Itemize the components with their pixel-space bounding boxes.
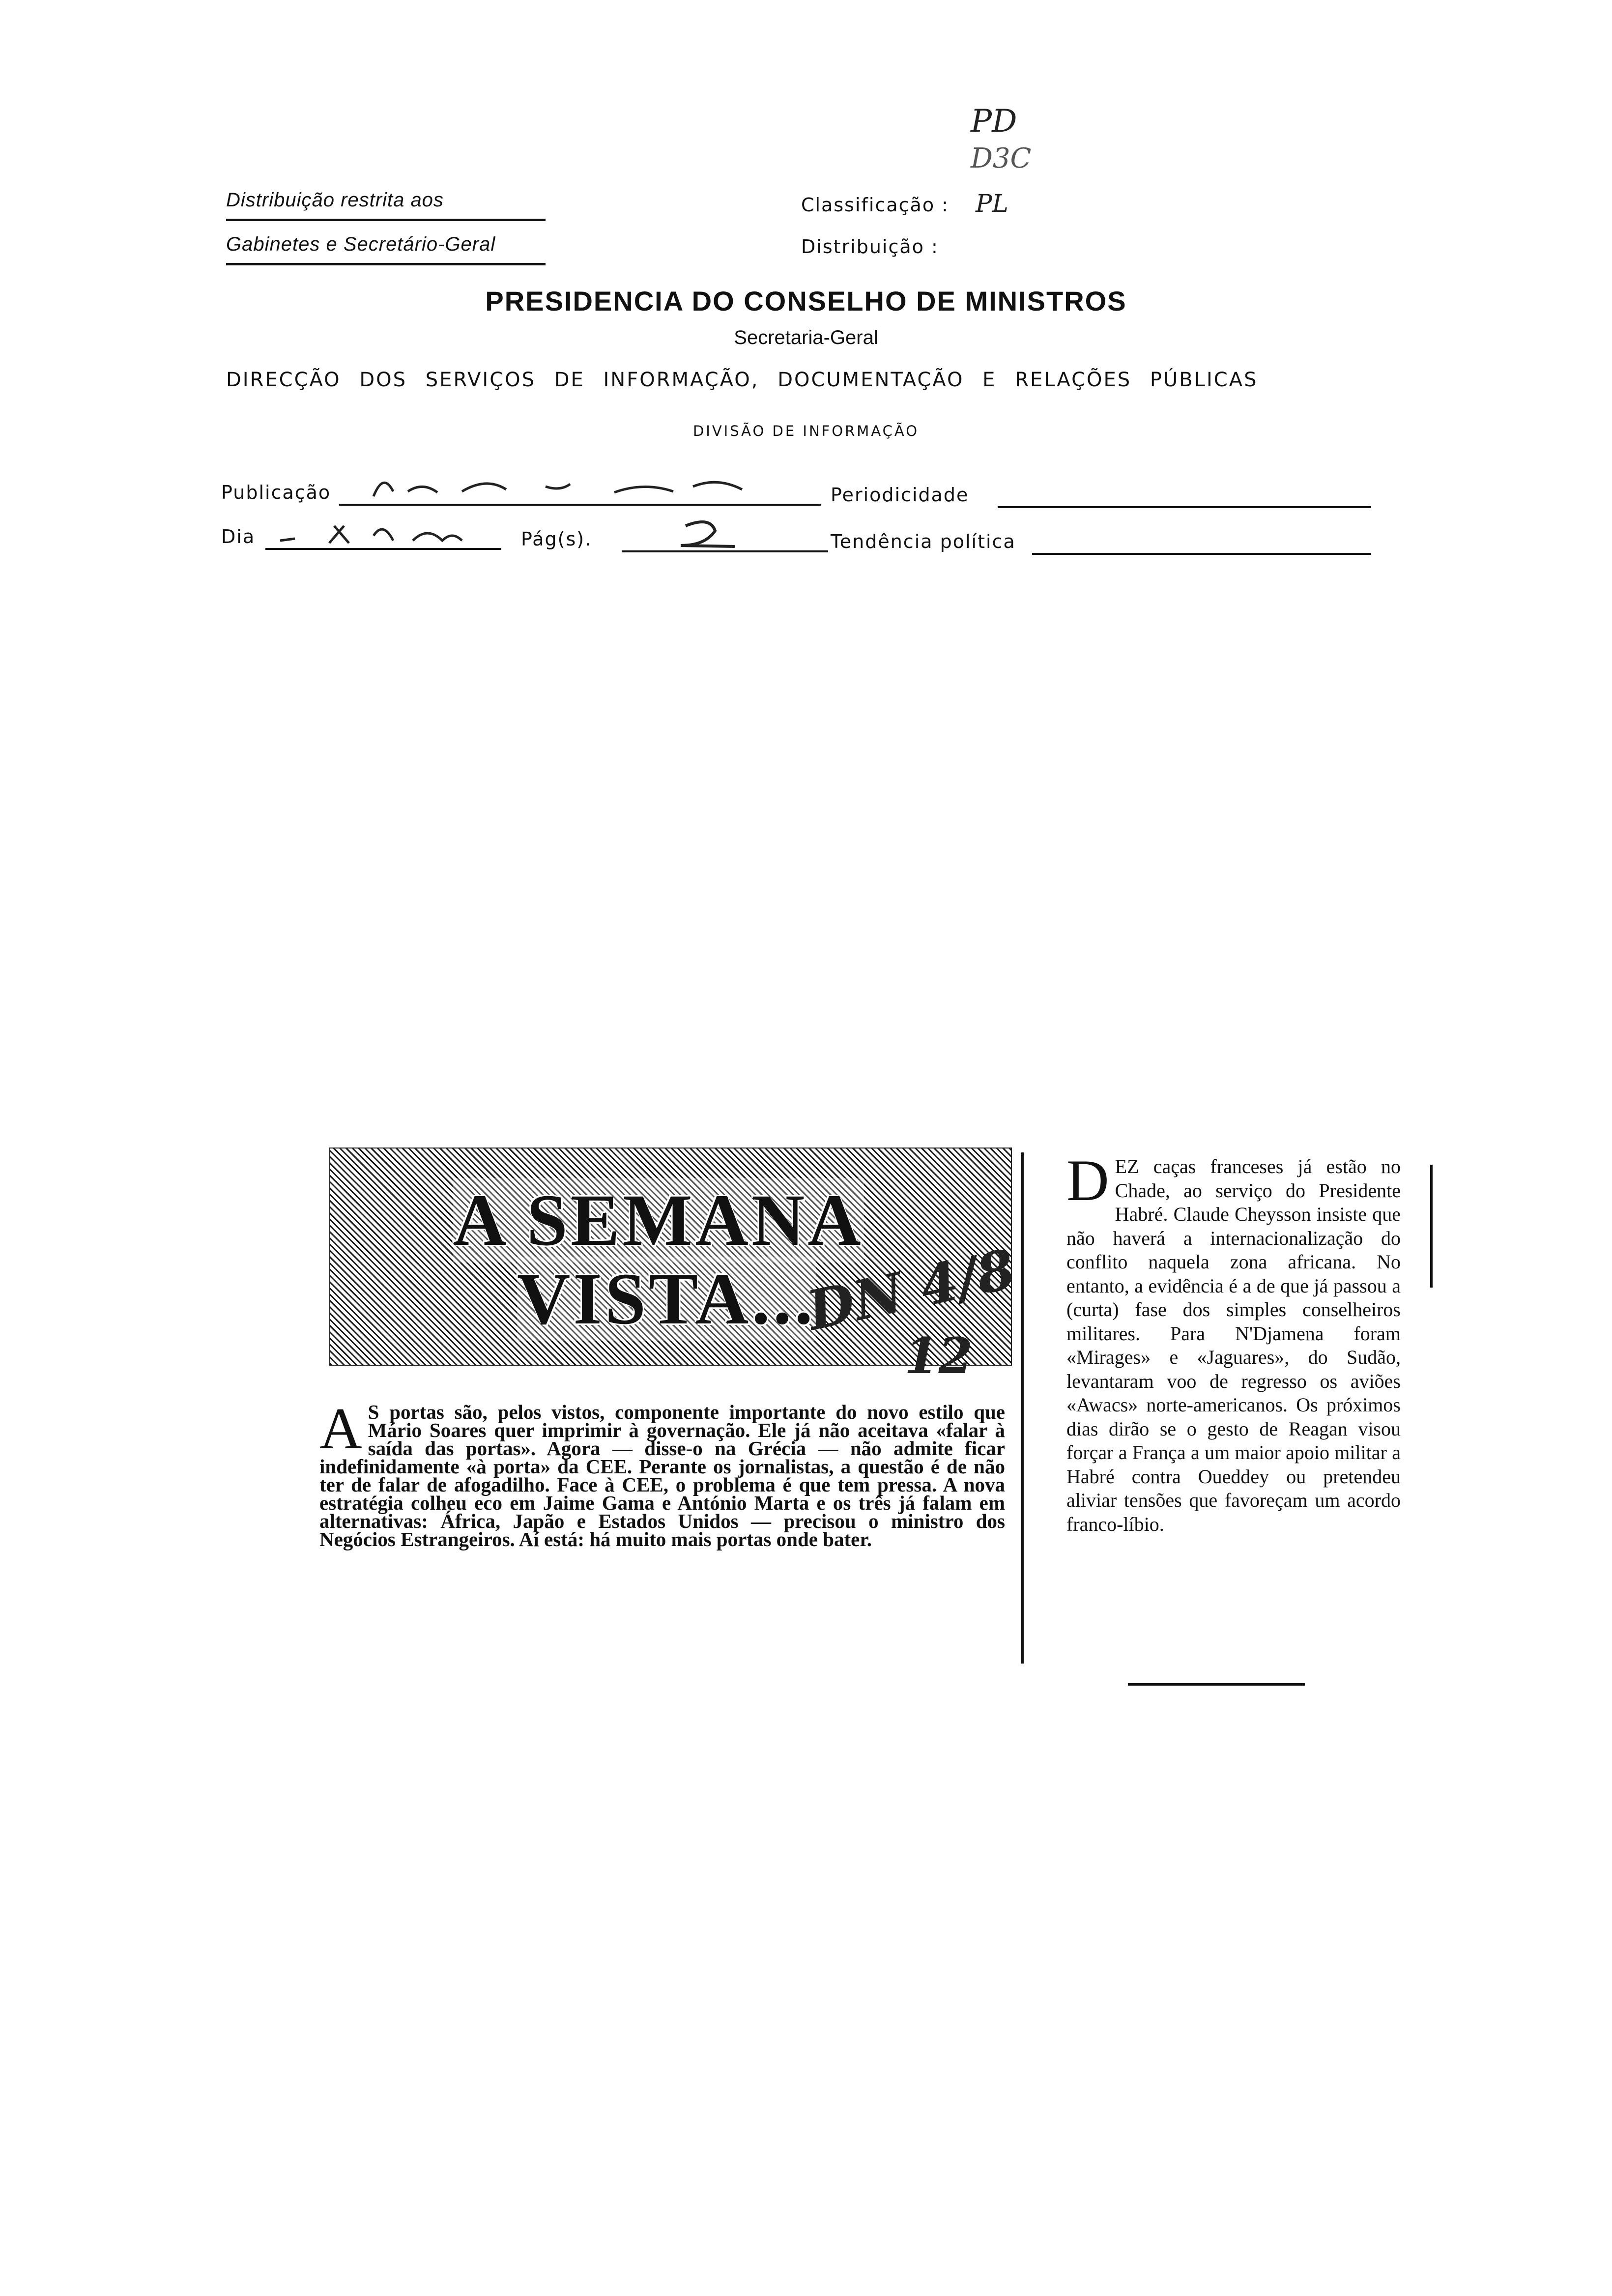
tendencia-label: Tendência política xyxy=(831,531,1016,552)
article-right-dropcap: D xyxy=(1066,1148,1109,1213)
dia-handwriting xyxy=(265,506,501,548)
periodicidade-label: Periodicidade xyxy=(831,484,969,506)
handwritten-corner-code: D3C xyxy=(971,143,1032,174)
article-end-rule xyxy=(1128,1683,1305,1686)
restriction-line-1: Distribuição restrita aos xyxy=(226,189,444,211)
page-title: PRESIDENCIA DO CONSELHO DE MINISTROS xyxy=(485,286,1127,316)
restriction-underline-1 xyxy=(226,219,546,221)
classificacao-label: Classificação : xyxy=(801,194,949,216)
pags-label: Pág(s). xyxy=(521,528,592,550)
pags-line xyxy=(622,550,828,552)
classificacao-value: PL xyxy=(976,189,1008,218)
article-right-text: EZ caças franceses já estão no Chade, ao serviço do Presidente Habré. Claude Cheysson insiste que não haverá a internacionalização do conflito naquela zona africana. No entanto, a evidência é a de que já passou a (curta) fase dos simples conselheiros militares. Para N'Djamena foram «Mirages» e «Jaguares», do Sudão, levantaram voo de regresso os aviões «Awacs» norte-americanos. Os próximos dias dirão se o gesto de Reagan visou forçar a França a um maior apoio militar a Habré contra Oueddey ou pretendeu aliviar tensões que favoreçam um acordo franco-líbio. xyxy=(1066,1155,1401,1535)
column-divider-right xyxy=(1430,1165,1433,1288)
handwritten-annotation: DN 4/8 xyxy=(802,1236,1021,1343)
article-left-text: S portas são, pelos vistos, componente importante do novo estilo que Mário Soares quer imprimir à governação. Ele já não aceitava «falar à saída das portas». Agora — disse-o na Grécia — não admite ficar indefinidamente «à porta» da CEE. Perante os jornalistas, a questão é de não ter de falar de afogadilho. Face à CEE, o problema é que tem pressa. A nova estratégia colheu eco em Jaime Gama e António Marta e os três já falam em alternativas: África, Japão e Estados Unidos — precisou o ministro dos Negócios Estrangeiros. Aí está: há muito mais portas onde bater. xyxy=(319,1401,1005,1550)
banner-line-2: VISTA... xyxy=(517,1257,816,1341)
periodicidade-line xyxy=(998,506,1371,508)
handwritten-corner-mark: PD xyxy=(971,103,1017,140)
article-left-dropcap: A xyxy=(319,1396,362,1461)
banner-line-1: A SEMANA xyxy=(453,1178,864,1263)
dia-line xyxy=(265,548,501,550)
direccao-line: DIRECÇÃO DOS SERVIÇOS DE INFORMAÇÃO, DOCUMENTAÇÃO E RELAÇÕES PÚBLICAS xyxy=(226,369,1258,391)
publicacao-label: Publicação xyxy=(221,482,331,503)
distribuicao-label: Distribuição : xyxy=(801,236,939,258)
article-right xyxy=(1066,1148,1401,1536)
page-subtitle: Secretaria-Geral xyxy=(734,327,878,348)
publicacao-handwriting xyxy=(339,457,821,504)
tendencia-line xyxy=(1032,553,1371,555)
pags-handwriting xyxy=(622,511,828,550)
dia-label: Dia xyxy=(221,526,256,547)
restriction-underline-2 xyxy=(226,263,546,265)
divisao-line: DIVISÃO DE INFORMAÇÃO xyxy=(692,423,920,439)
column-divider-left xyxy=(1021,1152,1024,1664)
restriction-line-2: Gabinetes e Secretário-Geral xyxy=(226,233,496,255)
publicacao-line xyxy=(339,504,821,506)
handwritten-page-number: 12 xyxy=(904,1327,973,1385)
article-left xyxy=(319,1396,1005,1550)
